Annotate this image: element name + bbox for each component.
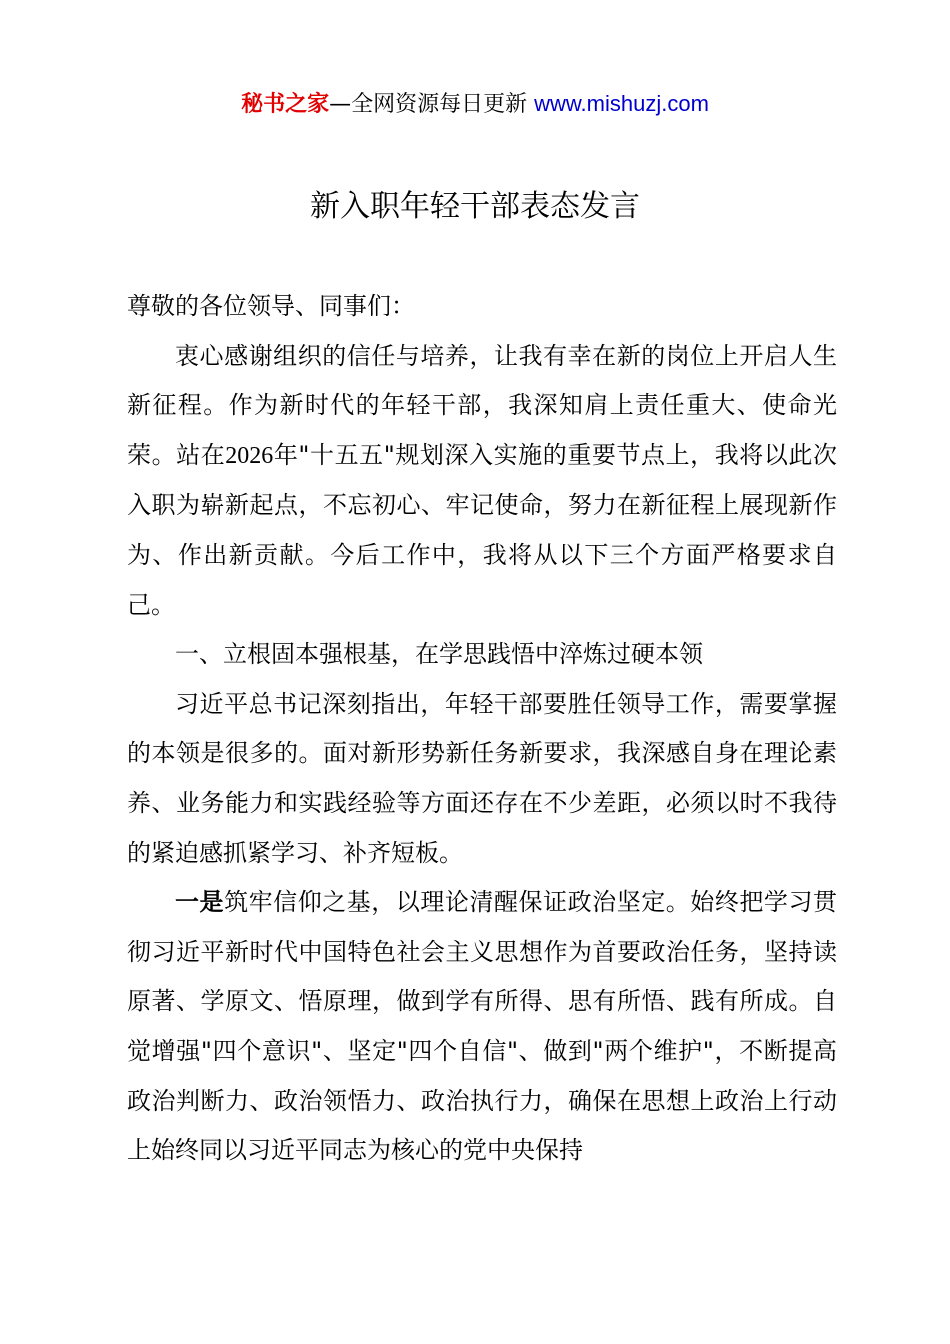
- point-lead: 一是: [175, 888, 225, 917]
- intro-year: 2026: [225, 442, 274, 469]
- header-tagline: —全网资源每日更新: [329, 92, 528, 117]
- brand-name: 秘书之家: [241, 92, 330, 117]
- document-body: [127, 282, 837, 1176]
- point-text: 筑牢信仰之基，以理论清醒保证政治坚定。始终把学习贯彻习近平新时代中国特色社会主义思想作为首要政治任务，坚持读原著、学原文、悟原理，做到学有所得、思有所悟、践有所成。自觉增强"四个意识"、坚定"四个自信"、做到"两个维护"，不断提高政治判断力、政治领悟力、政治执行力，确保在思想上政治上行动上始终同以习近平同志为核心的党中央保持: [127, 888, 837, 1165]
- section-heading-1: 一、立根固本强根基，在学思践悟中淬炼过硬本领: [175, 640, 703, 669]
- paragraph-point-1: [127, 878, 837, 1176]
- paragraph-intro: [127, 332, 837, 631]
- site-url-link[interactable]: www.mishuzj.com: [534, 91, 709, 116]
- page-title: 新入职年轻干部表态发言: [310, 189, 640, 224]
- intro-text-b: 年"十五五"规划深入实施的重要节点上，我将以此次入职为崭新起点，不忘初心、牢记使命，努力在新征程上展现新作为、作出新贡献。今后工作中，我将从以下三个方面严格要求自己。: [127, 440, 838, 619]
- paragraph-section-1: 习近平总书记深刻指出，年轻干部要胜任领导工作，需要掌握的本领是很多的。面对新形势新任务新要求，我深感自身在理论素养、业务能力和实践经验等方面还存在不少差距，必须以时不我待的紧迫感抓紧学习、补齐短板。: [127, 689, 837, 867]
- salutation: 尊敬的各位领导、同事们：: [127, 292, 415, 320]
- site-header: [0, 86, 950, 123]
- intro-text-a: 衷心感谢组织的信任与培养，让我有幸在新的岗位上开启人生新征程。作为新时代的年轻干部，我深知肩上责任重大、使命光荣。站在: [127, 341, 837, 469]
